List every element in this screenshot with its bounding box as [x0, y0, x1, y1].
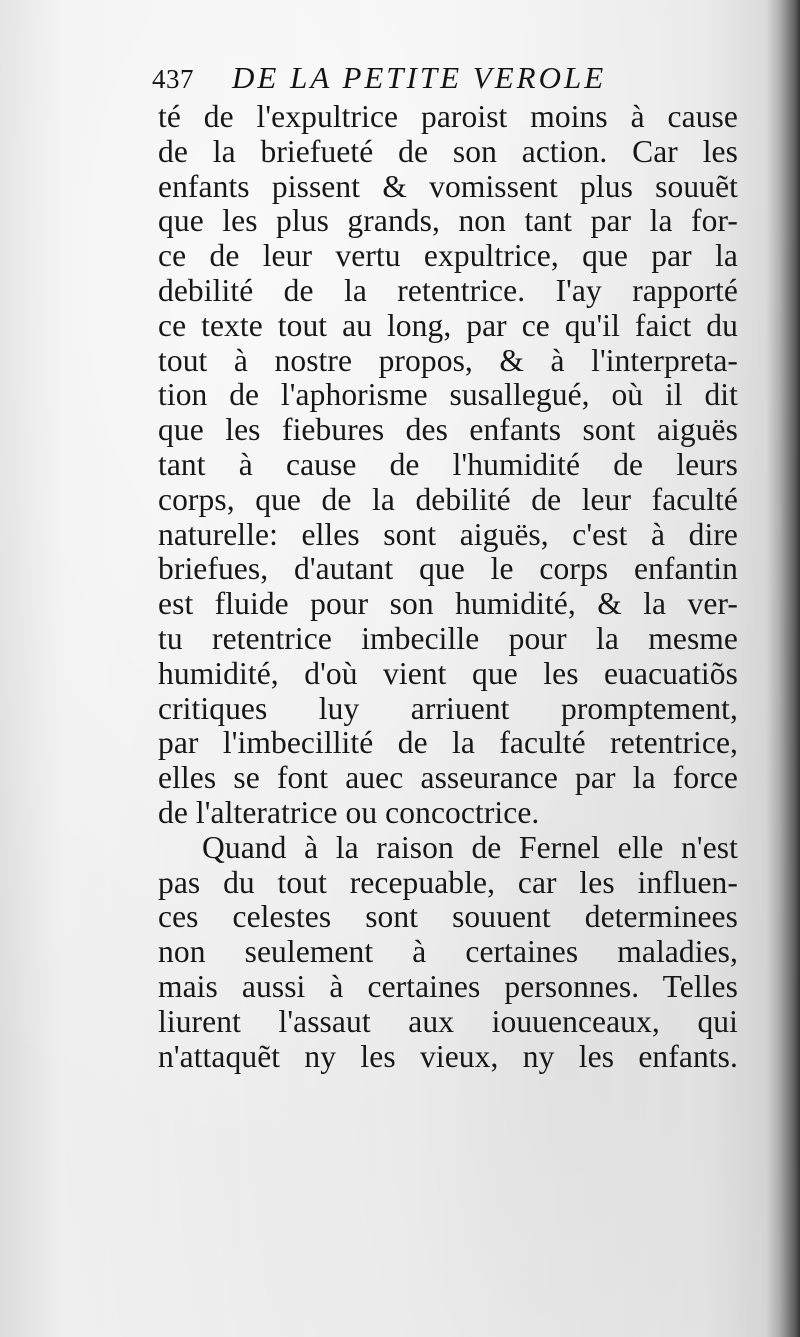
text-line: de l'alteratrice ou concoctrice. [158, 794, 540, 830]
text-line: ce texte tout au long, par ce qu'il faict du [158, 307, 738, 343]
text-line: humidité, d'où vient que les euacuatiõs [158, 655, 738, 691]
text-line: naturelle: elles sont aiguës, c'est à dire [158, 516, 738, 552]
text-line: debilité de la retentrice. I'ay rapporté [158, 272, 738, 308]
text-line: briefues, d'autant que le corps enfantin [158, 551, 738, 587]
text-line: ce de leur vertu expultrice, que par la [158, 238, 738, 274]
text-line: tu retentrice imbecille pour la mesme [158, 620, 738, 656]
text-line: tion de l'aphorisme susallegué, où il dit [158, 377, 738, 413]
page-gutter-shadow [766, 0, 800, 1337]
text-line: té de l'expultrice paroist moins à cause [158, 99, 738, 134]
text-line: n'attaquẽt ny les vieux, ny les enfants. [158, 1038, 738, 1074]
text-line: tant à cause de l'humidité de leurs [158, 446, 738, 482]
paragraph-2 [158, 831, 738, 1075]
text-line: que les plus grands, non tant par la for- [158, 203, 738, 239]
running-head [152, 56, 712, 100]
text-line: non seulement à certaines maladies, [158, 934, 738, 970]
text-line: corps, que de la debilité de leur faculté [158, 481, 738, 517]
text-line: Quand à la raison de Fernel elle n'est [202, 829, 738, 865]
text-line: par l'imbecillité de la faculté retentrice, [158, 725, 738, 761]
page-number: 437 [152, 64, 194, 94]
text-line: elles se font auec asseurance par la force [158, 760, 738, 796]
running-title: DE LA PETITE VEROLE [232, 60, 607, 95]
text-line: ces celestes sont souuent determinees [158, 899, 738, 935]
text-line: pas du tout recepuable, car les influen- [158, 864, 738, 900]
text-line: liurent l'assaut aux iouuenceaux, qui [158, 1003, 738, 1039]
text-line: critiques luy arriuent promptement, [158, 690, 738, 726]
text-line: que les fiebures des enfants sont aiguës [158, 412, 738, 448]
body-text [158, 100, 738, 1074]
text-line: enfants pissent & vomissent plus souuẽt [158, 168, 738, 204]
text-line: est fluide pour son humidité, & la ver- [158, 586, 738, 622]
paragraph-1 [158, 100, 738, 831]
text-line: de la briefueté de son action. Car les [158, 133, 738, 169]
text-line: mais aussi à certaines personnes. Telles [158, 968, 738, 1004]
text-line: tout à nostre propos, & à l'interpreta- [158, 342, 738, 378]
